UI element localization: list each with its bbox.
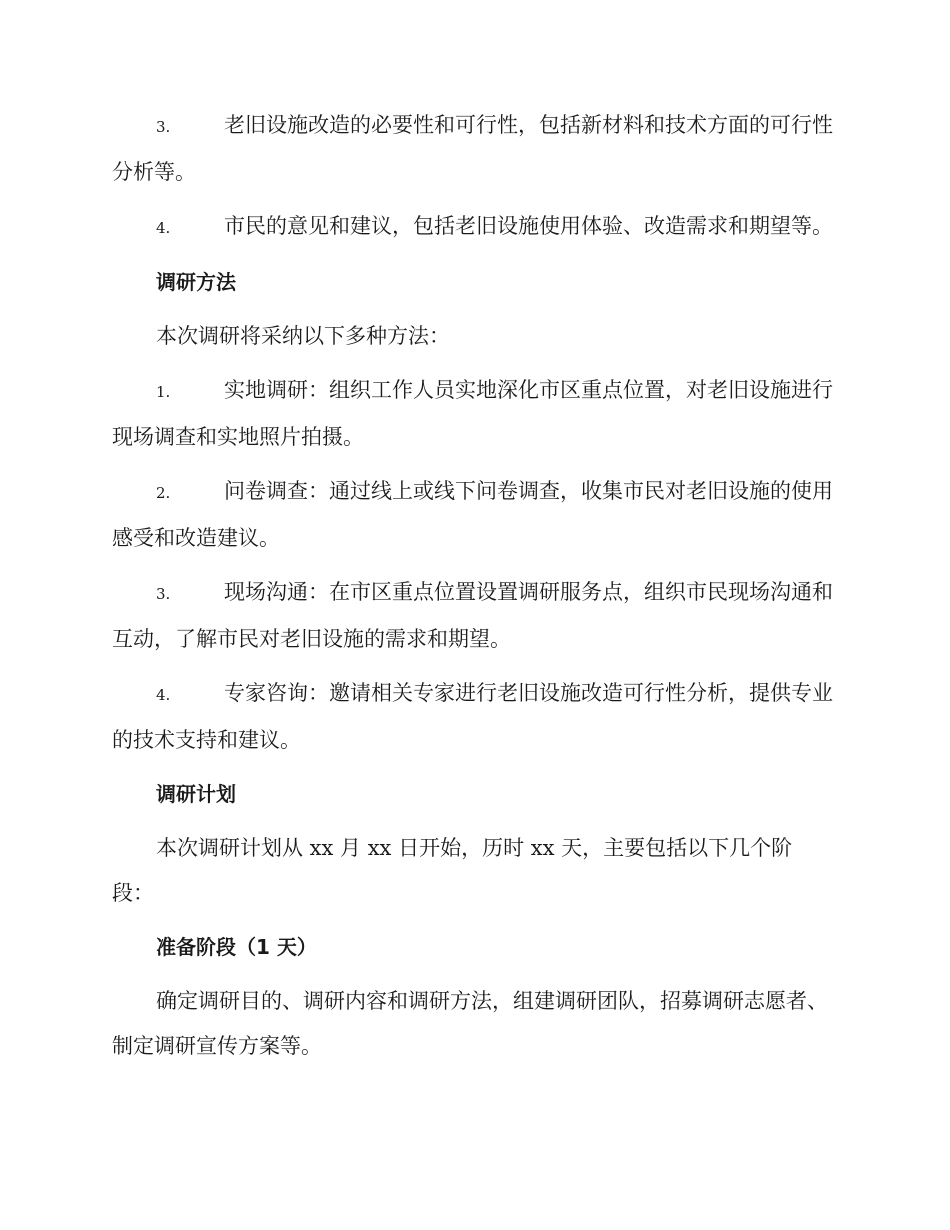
- list-item-text: 老旧设施改造的必要性和可行性，包括新材料和技术方面的可行性分析等。: [112, 113, 833, 184]
- section-heading-plan: 调研计划: [156, 782, 236, 806]
- section-heading-methods: 调研方法: [156, 270, 236, 294]
- list-item-number: 4.: [156, 219, 171, 237]
- list-item-number: 3.: [156, 585, 171, 603]
- stage-text-preparation: 确定调研目的、调研内容和调研方法，组建调研团队，招募调研志愿者、制定调研宣传方案等。: [112, 989, 828, 1058]
- list-item: [112, 469, 834, 561]
- document-content: [112, 103, 834, 1078]
- methods-intro: 本次调研将采纳以下多种方法：: [156, 324, 450, 348]
- list-item-text: 专家咨询：邀请相关专家进行老旧设施改造可行性分析，提供专业的技术支持和建议。: [112, 681, 833, 752]
- list-item: [112, 368, 834, 460]
- list-item-number: 2.: [156, 484, 171, 502]
- list-item: [112, 204, 834, 251]
- list-item-number: 1.: [156, 383, 171, 401]
- list-item: [112, 570, 834, 662]
- list-item: [112, 671, 834, 763]
- list-item-text: 市民的意见和建议，包括老旧设施使用体验、改造需求和期望等。: [224, 214, 833, 238]
- list-item-number: 3.: [156, 118, 171, 136]
- list-item: [112, 103, 834, 195]
- list-item-number: 4.: [156, 686, 171, 704]
- plan-intro: 本次调研计划从 xx 月 xx 日开始，历时 xx 天，主要包括以下几个阶段：: [112, 836, 793, 905]
- list-item-text: 现场沟通：在市区重点位置设置调研服务点，组织市民现场沟通和互动，了解市民对老旧设施的需求和期望。: [112, 580, 833, 651]
- list-item-text: 实地调研：组织工作人员实地深化市区重点位置，对老旧设施进行现场调查和实地照片拍摄。: [112, 378, 833, 449]
- list-item-text: 问卷调查：通过线上或线下问卷调查，收集市民对老旧设施的使用感受和改造建议。: [112, 479, 833, 550]
- stage-heading-preparation: 准备阶段（1 天）: [156, 935, 317, 959]
